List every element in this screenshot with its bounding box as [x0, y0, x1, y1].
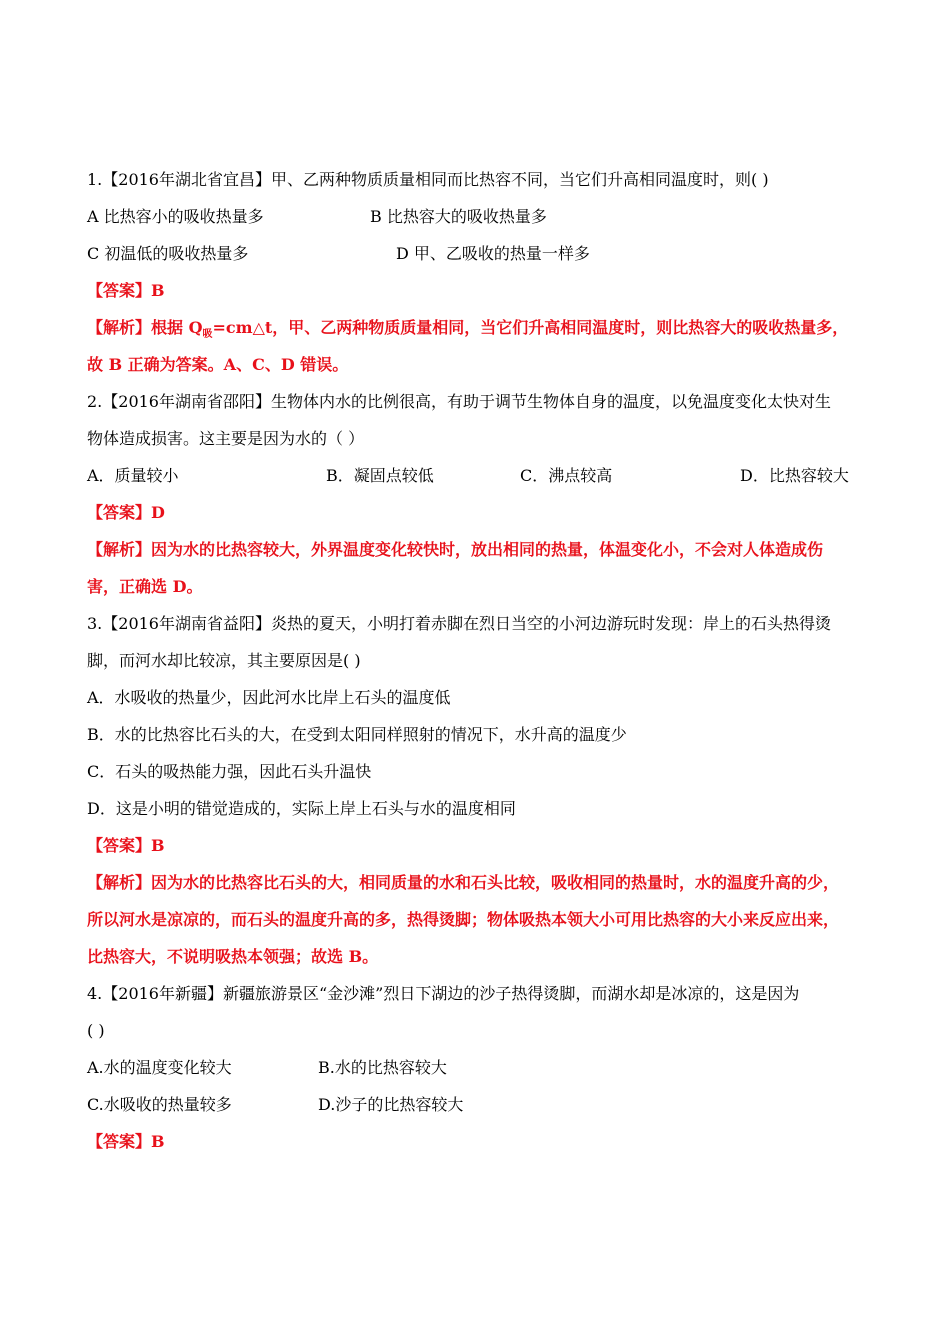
question-3-option-a: A．水吸收的热量少，因此河水比岸上石头的温度低 — [87, 688, 451, 707]
question-3-option-b: B．水的比热容比石头的大，在受到太阳同样照射的情况下，水升高的温度少 — [87, 725, 627, 744]
question-1-option-a: A 比热容小的吸收热量多 — [87, 207, 264, 226]
question-2-stem-line-1: 2.【2016年湖南省邵阳】生物体内水的比例很高，有助于调节生物体自身的温度，以免温度变化太快对生 — [87, 392, 831, 411]
question-2-option-c: C．沸点较高 — [520, 466, 613, 485]
question-3-stem-line-1: 3.【2016年湖南省益阳】炎热的夏天，小明打着赤脚在烈日当空的小河边游玩时发现：岸上的石头热得烫 — [87, 614, 831, 633]
question-1-analysis-line-1: 【解析】根据 $Q_吸=cm\triangle t$，甲、乙两种物质质量相同，当它们升高相同温度时，则比热容大的吸收热量多， — [87, 318, 849, 341]
question-1-analysis-line-2: 故 B 正确为答案。A、C、D 错误。 — [87, 355, 349, 374]
question-1-option-c: C 初温低的吸收热量多 — [87, 244, 249, 263]
question-4-option-c: C.水吸收的热量较多 — [87, 1095, 232, 1114]
question-1-option-b: B 比热容大的吸收热量多 — [370, 207, 547, 226]
question-2-analysis-line-1: 【解析】因为水的比热容较大，外界温度变化较快时，放出相同的热量，体温变化小，不会对人体造成伤 — [87, 540, 824, 559]
question-3-analysis-line-2: 所以河水是凉凉的，而石头的温度升高的多，热得烫脚；物体吸热本领大小可用比热容的大小来反应出来， — [87, 910, 840, 929]
question-4-stem-line-1: 4.【2016年新疆】新疆旅游景区“金沙滩”烈日下湖边的沙子热得烫脚，而湖水却是冰凉的，这是因为 — [87, 984, 800, 1003]
question-4-stem-line-2: ( ) — [87, 1021, 105, 1040]
question-4-option-d: D.沙子的比热容较大 — [318, 1095, 464, 1114]
question-2-answer: 【答案】D — [87, 503, 165, 522]
question-2-analysis-line-2: 害，正确选 D。 — [87, 577, 203, 596]
question-3-analysis-line-1: 【解析】因为水的比热容比石头的大，相同质量的水和石头比较，吸收相同的热量时，水的温度升高的少， — [87, 873, 840, 892]
question-2-stem-line-2: 物体造成损害。这主要是因为水的（ ） — [87, 429, 365, 448]
question-4-option-a: A.水的温度变化较大 — [87, 1058, 232, 1077]
question-1-option-d: D 甲、乙吸收的热量一样多 — [396, 244, 590, 263]
question-3-stem-line-2: 脚，而河水却比较凉，其主要原因是( ) — [87, 651, 361, 670]
question-3-analysis-line-3: 比热容大，不说明吸热本领强；故选 B。 — [87, 947, 379, 966]
question-3-option-c: C．石头的吸热能力强，因此石头升温快 — [87, 762, 372, 781]
question-3-answer: 【答案】B — [87, 836, 165, 855]
question-4-answer: 【答案】B — [87, 1132, 165, 1151]
question-2-option-a: A．质量较小 — [87, 466, 179, 485]
question-1-stem: 1.【2016年湖北省宜昌】甲、乙两种物质质量相同而比热容不同，当它们升高相同温度时，则( ) — [87, 170, 769, 189]
question-3-option-d: D．这是小明的错觉造成的，实际上岸上石头与水的温度相同 — [87, 799, 516, 818]
question-1-answer: 【答案】B — [87, 281, 165, 300]
question-2-option-b: B．凝固点较低 — [326, 466, 434, 485]
question-2-option-d: D．比热容较大 — [740, 466, 849, 485]
question-4-option-b: B.水的比热容较大 — [318, 1058, 447, 1077]
